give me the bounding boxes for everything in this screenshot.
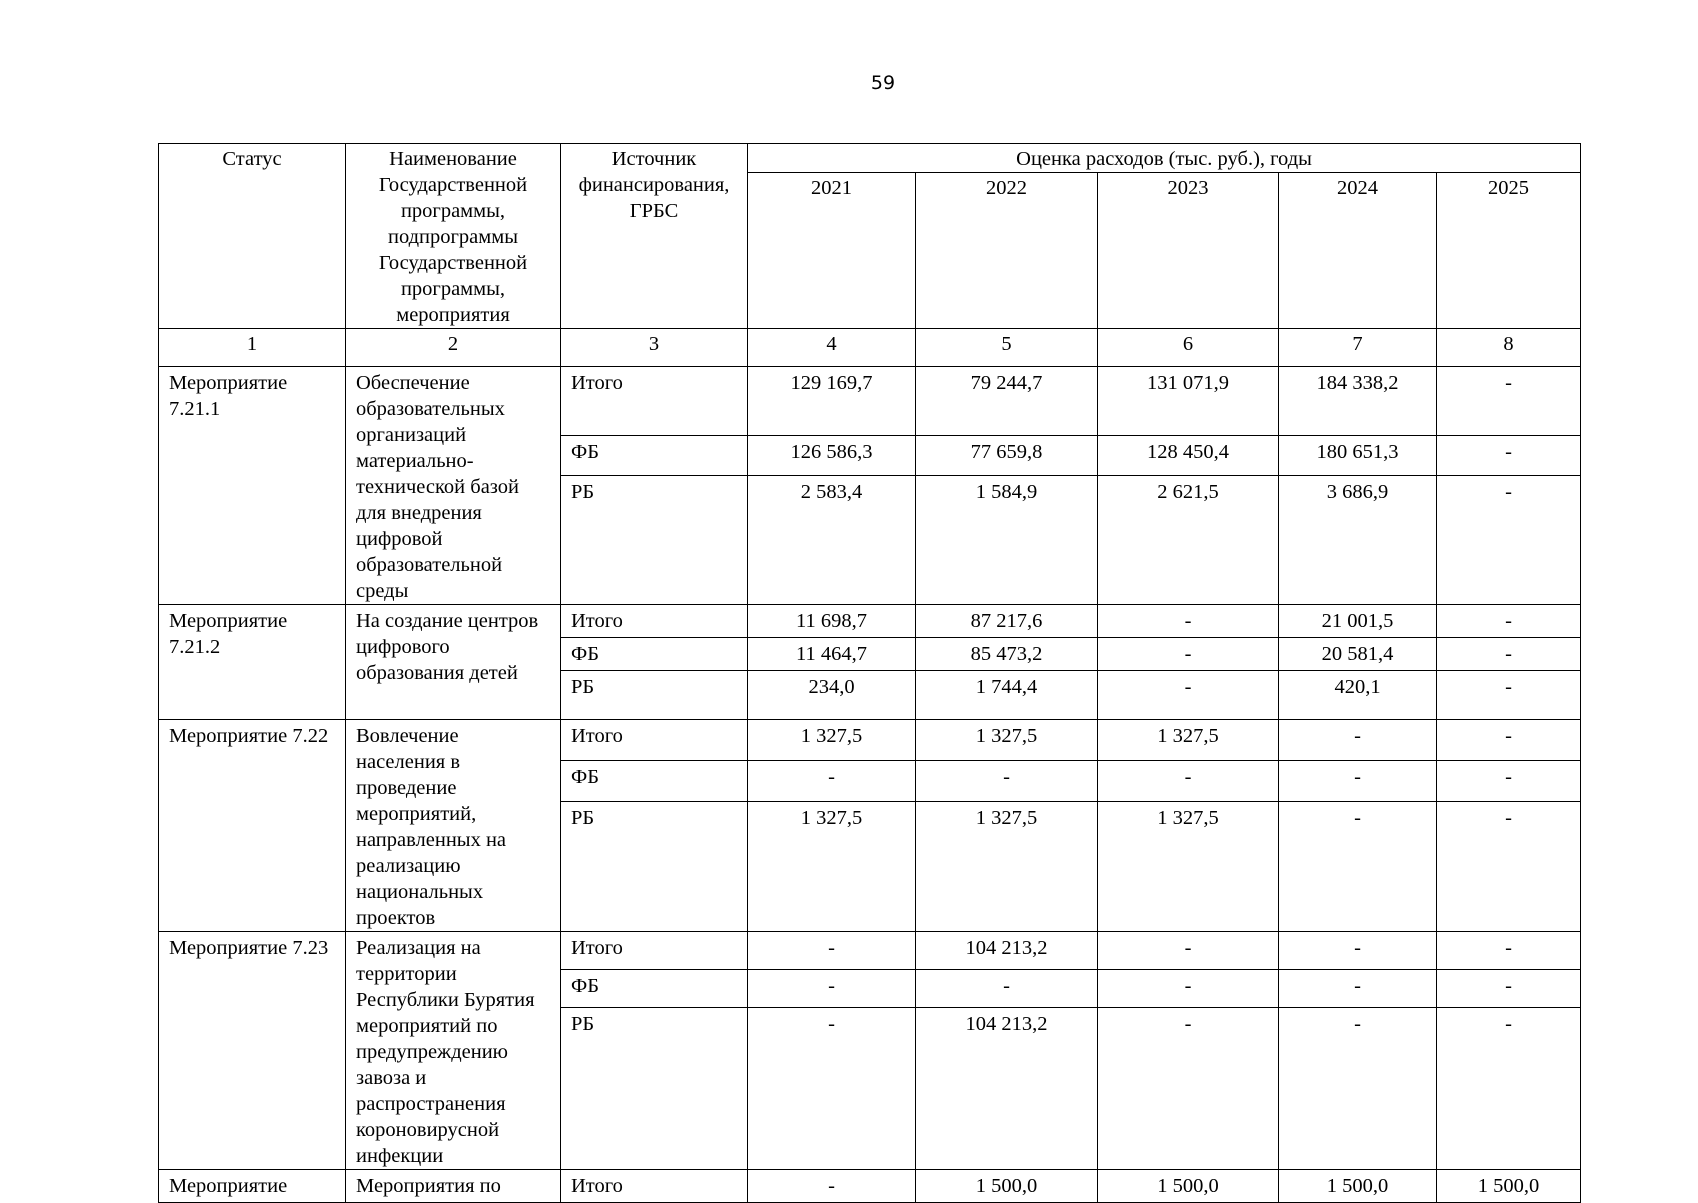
row-name: Реализация на территории Республики Бурятия мероприятий по предупреждению завоза и распространения короновирусной инфекции bbox=[346, 932, 561, 1170]
row-value: 1 584,9 bbox=[916, 475, 1098, 604]
row-status: Мероприятие 7.21.1 bbox=[159, 367, 346, 605]
column-number: 1 bbox=[159, 329, 346, 367]
row-value: 21 001,5 bbox=[1279, 605, 1437, 638]
row-value: 2 621,5 bbox=[1098, 475, 1279, 604]
row-value: - bbox=[1437, 435, 1581, 475]
row-value: 128 450,4 bbox=[1098, 435, 1279, 475]
row-source: ФБ bbox=[561, 435, 748, 475]
header-year: 2021 bbox=[748, 173, 916, 329]
row-value: - bbox=[748, 1170, 916, 1203]
row-value: 11 464,7 bbox=[748, 638, 916, 671]
row-value: 1 744,4 bbox=[916, 671, 1098, 720]
header-source: Источник финансирования, ГРБС bbox=[561, 144, 748, 329]
row-value: 11 698,7 bbox=[748, 605, 916, 638]
row-value: - bbox=[916, 969, 1098, 1007]
row-value: 1 327,5 bbox=[1098, 801, 1279, 931]
row-value: - bbox=[1098, 1007, 1279, 1169]
row-name: Обеспечение образовательных организаций материально-технической базой для внедрения цифровой образовательной среды bbox=[346, 367, 561, 605]
row-value: - bbox=[748, 932, 916, 970]
row-source: РБ bbox=[561, 801, 748, 931]
row-source: РБ bbox=[561, 475, 748, 604]
row-value: 129 169,7 bbox=[748, 367, 916, 436]
column-number: 2 bbox=[346, 329, 561, 367]
row-source: Итого bbox=[561, 932, 748, 970]
row-value: - bbox=[1437, 638, 1581, 671]
row-value: - bbox=[1098, 638, 1279, 671]
column-number: 8 bbox=[1437, 329, 1581, 367]
row-value: 1 327,5 bbox=[748, 801, 916, 931]
row-value: - bbox=[916, 760, 1098, 801]
row-value: - bbox=[1437, 367, 1581, 436]
header-row bbox=[159, 144, 1581, 173]
row-source: РБ bbox=[561, 1007, 748, 1169]
budget-table bbox=[158, 143, 1581, 1203]
header-year: 2025 bbox=[1437, 173, 1581, 329]
row-value: 1 327,5 bbox=[1098, 720, 1279, 761]
row-value: - bbox=[1279, 760, 1437, 801]
row-value: - bbox=[748, 969, 916, 1007]
row-value: 184 338,2 bbox=[1279, 367, 1437, 436]
row-value: - bbox=[1279, 801, 1437, 931]
row-value: - bbox=[748, 1007, 916, 1169]
table-row bbox=[159, 367, 1581, 436]
row-value: 1 327,5 bbox=[916, 801, 1098, 931]
row-value: - bbox=[1098, 760, 1279, 801]
row-value: 79 244,7 bbox=[916, 367, 1098, 436]
row-value: 20 581,4 bbox=[1279, 638, 1437, 671]
table-body bbox=[159, 144, 1581, 1203]
row-value: 1 327,5 bbox=[916, 720, 1098, 761]
row-value: - bbox=[748, 760, 916, 801]
row-value: 234,0 bbox=[748, 671, 916, 720]
column-number: 6 bbox=[1098, 329, 1279, 367]
header-year: 2023 bbox=[1098, 173, 1279, 329]
row-source: Итого bbox=[561, 720, 748, 761]
row-value: 104 213,2 bbox=[916, 932, 1098, 970]
row-value: 126 586,3 bbox=[748, 435, 916, 475]
row-value: 3 686,9 bbox=[1279, 475, 1437, 604]
table-row bbox=[159, 1170, 1581, 1203]
column-numbers-row bbox=[159, 329, 1581, 367]
row-status: Мероприятие 7.22 bbox=[159, 720, 346, 932]
row-value: - bbox=[1098, 671, 1279, 720]
row-source: Итого bbox=[561, 367, 748, 436]
column-number: 7 bbox=[1279, 329, 1437, 367]
row-value: - bbox=[1437, 1007, 1581, 1169]
row-status: Мероприятие bbox=[159, 1170, 346, 1203]
row-value: - bbox=[1437, 760, 1581, 801]
row-value: - bbox=[1437, 720, 1581, 761]
row-value: 131 071,9 bbox=[1098, 367, 1279, 436]
row-source: Итого bbox=[561, 1170, 748, 1203]
row-value: - bbox=[1279, 1007, 1437, 1169]
header-year: 2024 bbox=[1279, 173, 1437, 329]
row-value: - bbox=[1098, 605, 1279, 638]
row-value: - bbox=[1437, 605, 1581, 638]
row-value: 2 583,4 bbox=[748, 475, 916, 604]
row-source: Итого bbox=[561, 605, 748, 638]
column-number: 3 bbox=[561, 329, 748, 367]
table-row bbox=[159, 605, 1581, 638]
row-name: Мероприятия по bbox=[346, 1170, 561, 1203]
row-source: ФБ bbox=[561, 969, 748, 1007]
row-value: - bbox=[1098, 932, 1279, 970]
row-value: 1 500,0 bbox=[1437, 1170, 1581, 1203]
row-status: Мероприятие 7.23 bbox=[159, 932, 346, 1170]
header-costs: Оценка расходов (тыс. руб.), годы bbox=[748, 144, 1581, 173]
row-value: 420,1 bbox=[1279, 671, 1437, 720]
column-number: 4 bbox=[748, 329, 916, 367]
row-name: Вовлечение населения в проведение мероприятий, направленных на реализацию национальных проектов bbox=[346, 720, 561, 932]
header-status: Статус bbox=[159, 144, 346, 329]
row-value: - bbox=[1437, 801, 1581, 931]
row-value: 1 500,0 bbox=[1098, 1170, 1279, 1203]
row-status: Мероприятие 7.21.2 bbox=[159, 605, 346, 720]
row-source: ФБ bbox=[561, 760, 748, 801]
row-value: 77 659,8 bbox=[916, 435, 1098, 475]
column-number: 5 bbox=[916, 329, 1098, 367]
row-value: - bbox=[1279, 720, 1437, 761]
page-number: 59 bbox=[870, 72, 896, 94]
row-value: 104 213,2 bbox=[916, 1007, 1098, 1169]
row-source: ФБ bbox=[561, 638, 748, 671]
row-value: 180 651,3 bbox=[1279, 435, 1437, 475]
row-value: 1 500,0 bbox=[1279, 1170, 1437, 1203]
header-name: Наименование Государственной программы, подпрограммы Государственной программы, мероприятия bbox=[346, 144, 561, 329]
row-value: - bbox=[1437, 671, 1581, 720]
table-row bbox=[159, 720, 1581, 761]
row-value: - bbox=[1279, 969, 1437, 1007]
header-year: 2022 bbox=[916, 173, 1098, 329]
row-value: 87 217,6 bbox=[916, 605, 1098, 638]
row-value: - bbox=[1437, 932, 1581, 970]
row-value: - bbox=[1098, 969, 1279, 1007]
row-value: - bbox=[1279, 932, 1437, 970]
table-row bbox=[159, 932, 1581, 970]
row-value: 85 473,2 bbox=[916, 638, 1098, 671]
row-value: - bbox=[1437, 475, 1581, 604]
row-value: 1 327,5 bbox=[748, 720, 916, 761]
row-value: 1 500,0 bbox=[916, 1170, 1098, 1203]
row-name: На создание центров цифрового образования детей bbox=[346, 605, 561, 720]
row-source: РБ bbox=[561, 671, 748, 720]
row-value: - bbox=[1437, 969, 1581, 1007]
